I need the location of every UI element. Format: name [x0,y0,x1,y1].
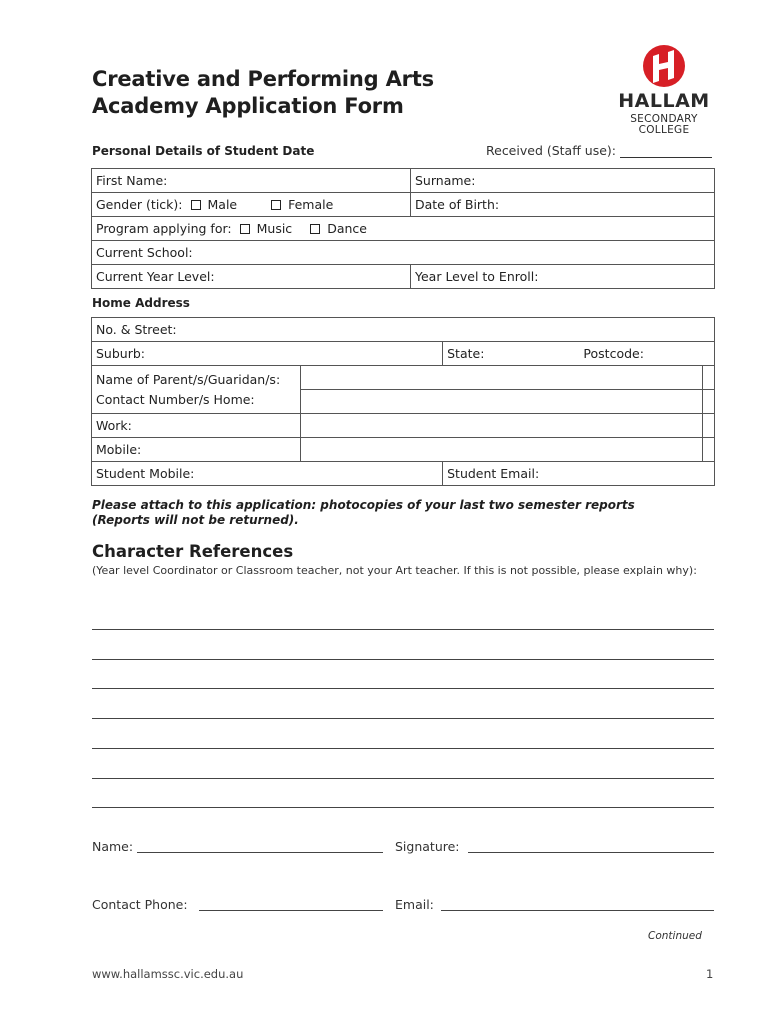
current-school-field[interactable] [92,241,715,265]
reference-line-7[interactable] [92,807,714,808]
parent-label: Name of Parent/s/Guaridan/s: [96,372,281,387]
staff-use-field[interactable] [620,144,712,158]
logo-sub-1: SECONDARY [630,113,698,125]
surname-label: Surname: [415,173,476,188]
reference-line-1[interactable] [92,629,714,630]
logo-name: HALLAM [618,90,710,112]
ref-email-field[interactable] [441,910,714,911]
ref-signature-field[interactable] [468,852,714,853]
dob-field[interactable] [411,193,715,217]
work-field-2[interactable] [702,414,714,438]
gender-label: Gender (tick): [96,197,183,212]
ref-signature-label: Signature: [395,839,460,854]
note-line-2: (Reports will not be returned). [92,513,299,527]
postcode-label: Postcode: [583,346,644,361]
mobile-label: Mobile: [96,442,142,457]
ref-phone-field[interactable] [199,910,383,911]
personal-details-heading: Personal Details of Student Date [92,144,315,158]
mobile-field [92,438,301,462]
male-checkbox[interactable] [191,200,201,210]
reference-line-6[interactable] [92,778,714,779]
title-line-1: Creative and Performing Arts [92,67,434,91]
current-year-label: Current Year Level: [96,269,215,284]
parent-name-field-2[interactable] [702,366,714,390]
year-enroll-field[interactable] [411,265,715,289]
staff-use-label: Received (Staff use): [486,143,617,158]
page-title [92,66,434,120]
dance-label: Dance [327,221,367,236]
dob-label: Date of Birth: [415,197,500,212]
work-field-1[interactable] [301,414,703,438]
note-line-1: Please attach to this application: photocopies of your last two semester reports [92,498,635,512]
title-line-2: Academy Application Form [92,94,404,118]
first-name-field[interactable] [92,169,411,193]
mobile-field-2[interactable] [702,438,714,462]
ref-name-label: Name: [92,839,134,854]
continued-label: Continued [648,930,702,942]
ref-phone-label: Contact Phone: [92,897,188,912]
logo-emblem-icon [606,44,722,90]
student-email-field[interactable] [443,462,715,486]
character-references-heading: Character References [92,542,294,561]
parent-home-cell [92,366,301,414]
reference-line-2[interactable] [92,659,714,660]
student-email-label: Student Email: [447,466,540,481]
male-label: Male [207,197,238,212]
attachment-note [92,498,635,528]
year-enroll-label: Year Level to Enroll: [415,269,539,284]
work-field [92,414,301,438]
gender-field [92,193,411,217]
work-label: Work: [96,418,132,433]
suburb-label: Suburb: [96,346,145,361]
parent-name-field-1[interactable] [301,366,703,390]
ref-email-label: Email: [395,897,434,912]
street-field[interactable] [92,318,715,342]
home-number-label: Contact Number/s Home: [96,392,255,407]
reference-line-5[interactable] [92,748,714,749]
mobile-field-1[interactable] [301,438,703,462]
female-checkbox[interactable] [271,200,281,210]
suburb-field[interactable] [92,342,443,366]
logo-sub-2: COLLEGE [638,124,690,136]
program-field [92,217,715,241]
student-mobile-label: Student Mobile: [96,466,195,481]
program-label: Program applying for: [96,221,232,236]
street-label: No. & Street: [96,322,177,337]
surname-field[interactable] [411,169,715,193]
dance-checkbox[interactable] [310,224,320,234]
home-address-heading: Home Address [92,296,190,310]
home-number-field-1[interactable] [301,390,703,414]
first-name-label: First Name: [96,173,168,188]
music-label: Music [256,221,293,236]
state-label: State: [447,346,485,361]
female-label: Female [288,197,334,212]
school-logo [606,44,722,140]
state-postcode-field[interactable] [443,342,715,366]
personal-details-table [91,168,715,289]
current-year-field[interactable] [92,265,411,289]
references-instructions: (Year level Coordinator or Classroom teacher, not your Art teacher. If this is not possible, please explain why): [92,564,697,577]
website-link[interactable]: www.hallamssc.vic.edu.au [92,967,244,981]
reference-line-4[interactable] [92,718,714,719]
ref-name-field[interactable] [137,852,383,853]
staff-use [486,143,712,158]
home-number-field-2[interactable] [702,390,714,414]
page-number: 1 [706,967,714,981]
reference-line-3[interactable] [92,688,714,689]
student-mobile-field[interactable] [92,462,443,486]
current-school-label: Current School: [96,245,193,260]
address-table [91,317,715,486]
music-checkbox[interactable] [240,224,250,234]
